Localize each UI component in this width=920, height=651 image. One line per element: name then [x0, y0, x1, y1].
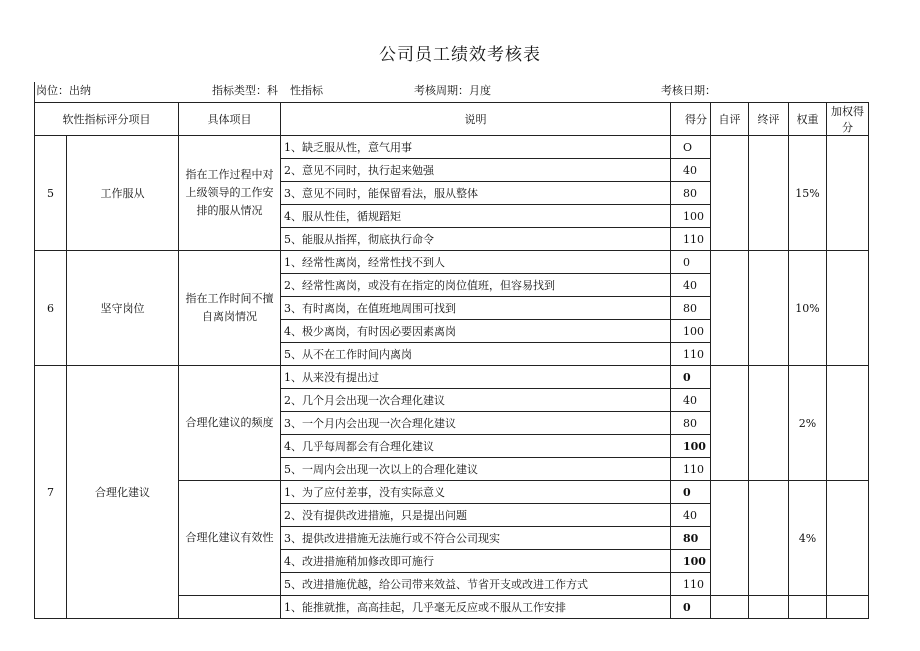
row-score: 80: [671, 527, 711, 550]
section-detail: 指在工作时间不擅自离岗情况: [179, 251, 281, 366]
col-detail: 具体项目: [179, 103, 281, 136]
col-self: 自评: [711, 103, 749, 136]
appraisal-table: [34, 82, 869, 619]
row-desc: 1、为了应付差事，没有实际意义: [281, 481, 671, 504]
section-detail-empty: [179, 596, 281, 619]
weighted-score-cell[interactable]: [827, 366, 869, 481]
row-score: 110: [671, 458, 711, 481]
row-desc: 5、改进措施优越，给公司带来效益、节省开支或改进工作方式: [281, 573, 671, 596]
self-eval-cell[interactable]: [711, 136, 749, 251]
row-score: 110: [671, 343, 711, 366]
weighted-score-cell[interactable]: [827, 596, 869, 619]
final-eval-cell[interactable]: [749, 251, 789, 366]
row-desc: 4、几乎每周都会有合理化建议: [281, 435, 671, 458]
section-weight: 15%: [789, 136, 827, 251]
row-desc: 1、从来没有提出过: [281, 366, 671, 389]
row-desc: 3、意见不同时，能保留看法，服从整体: [281, 182, 671, 205]
section-name: 工作服从: [67, 136, 179, 251]
row-desc: 2、经常性离岗，或没有在指定的岗位值班，但容易找到: [281, 274, 671, 297]
indicator-type-label-b: 性指标: [290, 84, 323, 97]
final-eval-cell[interactable]: [749, 136, 789, 251]
row-desc: 4、极少离岗，有时因必要因素离岗: [281, 320, 671, 343]
row-desc: 4、服从性佳，循规蹈矩: [281, 205, 671, 228]
weighted-score-cell[interactable]: [827, 251, 869, 366]
section-no: 7: [35, 366, 67, 619]
row-desc: 4、改进措施稍加修改即可施行: [281, 550, 671, 573]
row-score: 100: [671, 205, 711, 228]
row-desc: 2、几个月会出现一次合理化建议: [281, 389, 671, 412]
row-desc: 5、一周内会出现一次以上的合理化建议: [281, 458, 671, 481]
section-weight-empty: [789, 596, 827, 619]
row-desc: 2、意见不同时，执行起来勉强: [281, 159, 671, 182]
column-header-row: [35, 103, 869, 136]
row-score: 110: [671, 228, 711, 251]
final-eval-cell[interactable]: [749, 366, 789, 481]
row-desc: 2、没有提供改进措施，只是提出问题: [281, 504, 671, 527]
row-score: 110: [671, 573, 711, 596]
row-score: 0: [671, 251, 711, 274]
section-name: 合理化建议: [67, 366, 179, 619]
row-score: 40: [671, 389, 711, 412]
col-weighted: 加权得分: [827, 103, 869, 136]
section-detail: 指在工作过程中对上级领导的工作安排的服从情况: [179, 136, 281, 251]
table-row: [35, 366, 869, 389]
period-label: 考核周期：月度: [414, 84, 491, 97]
row-score: 40: [671, 159, 711, 182]
section-weight: 4%: [789, 481, 827, 596]
section-weight: 10%: [789, 251, 827, 366]
row-desc: 5、从不在工作时间内离岗: [281, 343, 671, 366]
row-desc: 3、有时离岗，在值班地周围可找到: [281, 297, 671, 320]
self-eval-cell[interactable]: [711, 596, 749, 619]
row-score: 80: [671, 182, 711, 205]
section-no: 5: [35, 136, 67, 251]
row-score: 100: [671, 320, 711, 343]
section-name: 坚守岗位: [67, 251, 179, 366]
final-eval-cell[interactable]: [749, 596, 789, 619]
row-score: 40: [671, 274, 711, 297]
row-desc: 3、提供改进措施无法施行或不符合公司现实: [281, 527, 671, 550]
row-score: O: [671, 136, 711, 159]
col-weight: 权重: [789, 103, 827, 136]
col-item: 软性指标评分项目: [35, 103, 179, 136]
row-score: 40: [671, 504, 711, 527]
row-score: 80: [671, 412, 711, 435]
row-score: 80: [671, 297, 711, 320]
row-score: 0: [671, 366, 711, 389]
section-weight: 2%: [789, 366, 827, 481]
row-score: 100: [671, 435, 711, 458]
self-eval-cell[interactable]: [711, 251, 749, 366]
self-eval-cell[interactable]: [711, 481, 749, 596]
page-title: 公司员工绩效考核表: [379, 45, 541, 65]
section-no: 6: [35, 251, 67, 366]
col-desc: 说明: [281, 103, 671, 136]
row-score: 0: [671, 481, 711, 504]
row-desc: 5、能服从指挥，彻底执行命令: [281, 228, 671, 251]
self-eval-cell[interactable]: [711, 366, 749, 481]
weighted-score-cell[interactable]: [827, 481, 869, 596]
date-label: 考核日期：: [661, 84, 716, 97]
section-detail: 合理化建议的频度: [179, 366, 281, 481]
row-desc: 1、能推就推，高高挂起，几乎毫无反应或不服从工作安排: [281, 596, 671, 619]
row-desc: 1、缺乏服从性，意气用事: [281, 136, 671, 159]
table-row: [35, 251, 869, 274]
col-final: 终评: [749, 103, 789, 136]
row-desc: 1、经常性离岗，经常性找不到人: [281, 251, 671, 274]
final-eval-cell[interactable]: [749, 481, 789, 596]
indicator-type-label-a: 指标类型：科: [212, 84, 278, 97]
table-row: [35, 136, 869, 159]
position-label: 岗位：出纳: [36, 84, 91, 97]
weighted-score-cell[interactable]: [827, 136, 869, 251]
row-desc: 3、一个月内会出现一次合理化建议: [281, 412, 671, 435]
row-score: 100: [671, 550, 711, 573]
col-score: 得分: [671, 103, 711, 136]
section-detail: 合理化建议有效性: [179, 481, 281, 596]
row-score: 0: [671, 596, 711, 619]
info-row: [35, 82, 869, 103]
